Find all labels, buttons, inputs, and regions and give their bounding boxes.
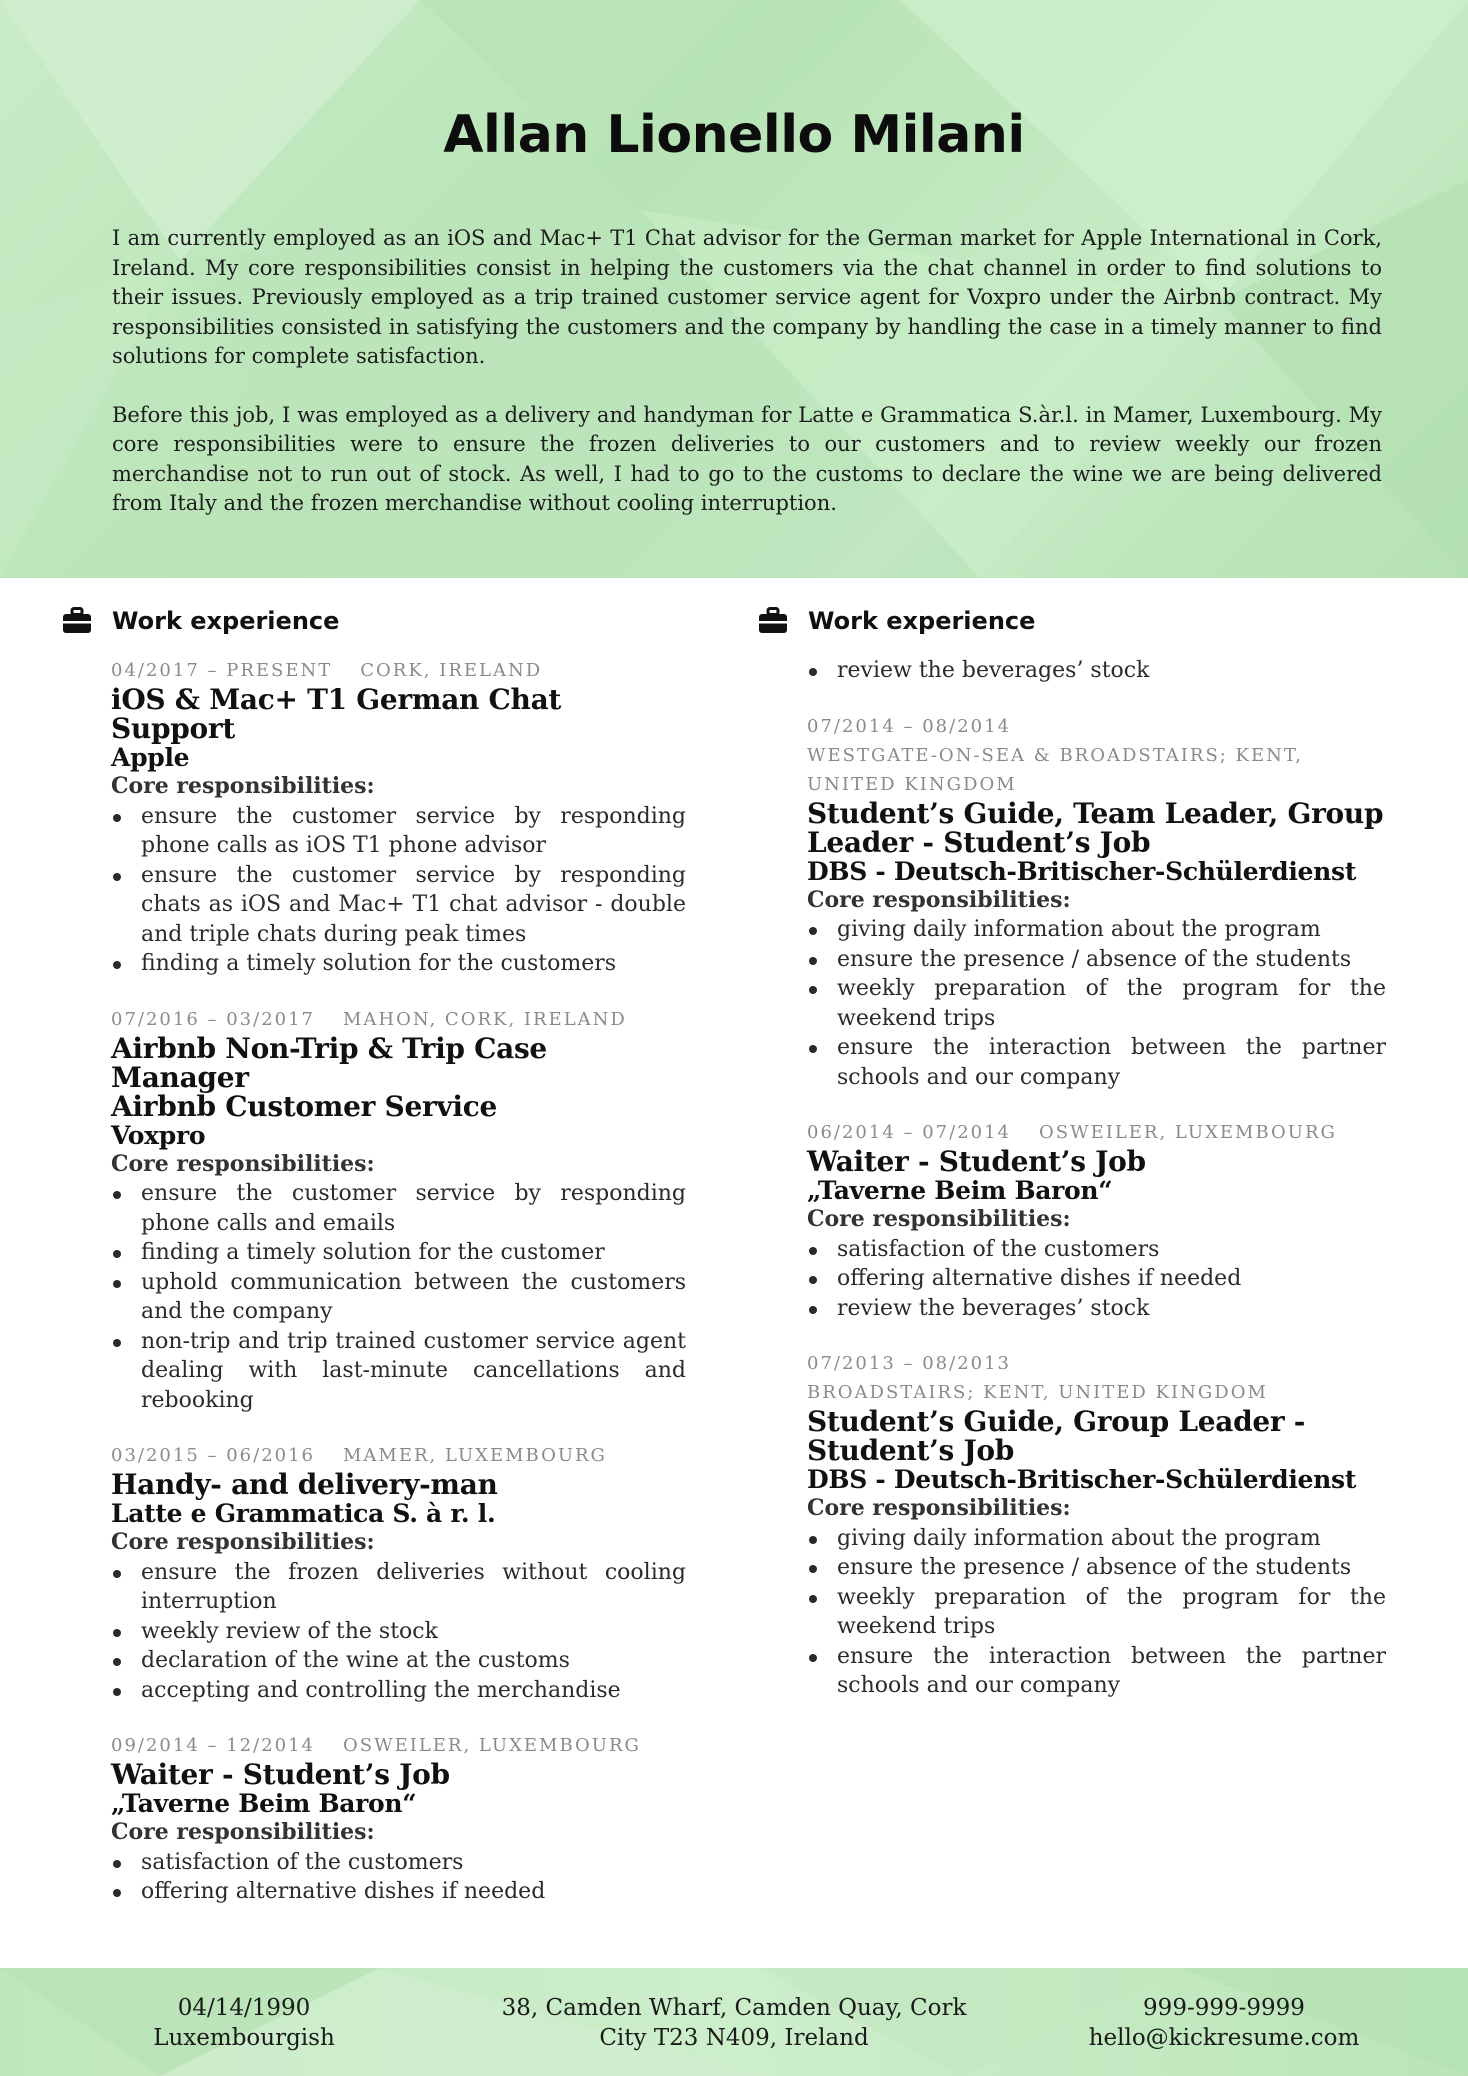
personal-info xyxy=(94,1994,394,2053)
entry-meta xyxy=(111,656,686,685)
entry-location: OSWEILER, LUXEMBOURG xyxy=(1039,1122,1337,1143)
list-item: ensure the customer service by responding phone calls and emails xyxy=(111,1179,686,1238)
core-responsibilities-label: Core responsibilities: xyxy=(807,1495,1071,1521)
list-item: finding a timely solution for the customer xyxy=(111,1238,686,1268)
entry-company: Apple xyxy=(111,743,190,772)
responsibility-list xyxy=(807,1524,1386,1701)
section-title: Work experience xyxy=(808,607,1036,635)
responsibility-list xyxy=(111,802,686,979)
section-title: Work experience xyxy=(112,607,340,635)
core-responsibilities-label: Core responsibilities: xyxy=(111,1529,375,1555)
section-header xyxy=(62,600,686,642)
list-item: ensure the presence / absence of the students xyxy=(807,1553,1386,1583)
address-line: 38, Camden Wharf, Camden Quay, Cork xyxy=(501,1995,967,2021)
entry-meta xyxy=(111,1731,686,1760)
entry-date: 03/2015 – 06/2016 xyxy=(111,1445,315,1466)
entry-location: WESTGATE-ON-SEA & BROADSTAIRS; KENT, UNITED KINGDOM xyxy=(807,744,1303,795)
entry-company: Latte e Grammatica S. à r. l. xyxy=(111,1499,496,1528)
briefcase-icon xyxy=(62,607,92,635)
list-item: accepting and controlling the merchandise xyxy=(111,1676,686,1706)
list-item: weekly preparation of the program for the weekend trips xyxy=(807,974,1386,1033)
entry-role: Airbnb Non-Trip & Trip Case Manager xyxy=(111,1031,547,1094)
experience-entry xyxy=(111,1731,686,1907)
list-item: review the beverages’ stock xyxy=(807,1294,1386,1324)
entry-location: BROADSTAIRS; KENT, UNITED KINGDOM xyxy=(807,1382,1268,1403)
list-item: giving daily information about the program xyxy=(807,915,1386,945)
list-item: ensure the interaction between the partner schools and our company xyxy=(807,1033,1386,1092)
responsibility-list xyxy=(807,656,1386,686)
list-item: ensure the interaction between the partner schools and our company xyxy=(807,1642,1386,1701)
list-item: review the beverages’ stock xyxy=(807,656,1386,686)
core-responsibilities-label: Core responsibilities: xyxy=(111,773,375,799)
list-item: offering alternative dishes if needed xyxy=(807,1264,1386,1294)
entry-date: 07/2016 – 03/2017 xyxy=(111,1008,315,1030)
list-item: giving daily information about the program xyxy=(807,1524,1386,1554)
core-responsibilities-label: Core responsibilities: xyxy=(807,886,1071,913)
entry-location: OSWEILER, LUXEMBOURG xyxy=(343,1735,641,1756)
experience-entry xyxy=(807,712,1386,1093)
briefcase-icon xyxy=(758,607,788,635)
responsibility-list xyxy=(111,1558,686,1706)
address-line: City T23 N409, Ireland xyxy=(599,2024,869,2051)
responsibility-list xyxy=(111,1848,686,1907)
entry-meta xyxy=(807,1349,1386,1407)
list-item: declaration of the wine at the customs xyxy=(111,1646,686,1676)
phone-number[interactable]: 999-999-9999 xyxy=(1143,1995,1305,2021)
email-link[interactable]: hello@kickresume.com xyxy=(1088,2024,1360,2051)
list-item: finding a timely solution for the customers xyxy=(111,949,686,979)
list-item: ensure the customer service by responding chats as iOS and Mac+ T1 chat advisor - double and triple chats during peak times xyxy=(111,861,686,950)
header-banner xyxy=(0,0,1468,578)
list-item: satisfaction of the customers xyxy=(807,1235,1386,1265)
entry-company: „Taverne Beim Baron“ xyxy=(111,1789,417,1818)
entry-date: 09/2014 – 12/2014 xyxy=(111,1735,315,1756)
nationality: Luxembourgish xyxy=(153,2024,335,2051)
entry-company: DBS - Deutsch-Britischer-Schülerdienst xyxy=(807,856,1357,886)
work-experience-list xyxy=(111,656,686,1907)
contact-info xyxy=(1064,1994,1384,2053)
entry-meta xyxy=(807,712,1386,799)
experience-entry xyxy=(111,1441,686,1705)
responsibility-list xyxy=(807,915,1386,1092)
birthdate: 04/14/1990 xyxy=(177,1995,311,2021)
list-item: satisfaction of the customers xyxy=(111,1848,686,1878)
list-item: weekly preparation of the program for the weekend trips xyxy=(807,1583,1386,1642)
address xyxy=(460,1994,1008,2053)
entry-role: Handy- and delivery-man xyxy=(111,1468,498,1501)
experience-entry-continued xyxy=(807,656,1386,686)
entry-role: Waiter - Student’s Job xyxy=(807,1145,1146,1178)
experience-entry xyxy=(111,1005,686,1416)
entry-meta xyxy=(111,1005,686,1034)
list-item: uphold communication between the customers and the company xyxy=(111,1268,686,1327)
section-header xyxy=(758,600,1386,642)
entry-date: 07/2013 – 08/2013 xyxy=(807,1353,1011,1374)
list-item: non-trip and trip trained customer service agent dealing with last-minute cancellations and rebooking xyxy=(111,1327,686,1416)
entry-location: MAMER, LUXEMBOURG xyxy=(343,1445,607,1466)
entry-meta xyxy=(807,1118,1386,1147)
entry-role: Waiter - Student’s Job xyxy=(111,1758,450,1791)
candidate-name: Allan Lionello Milani xyxy=(443,105,1025,165)
core-responsibilities-label: Core responsibilities: xyxy=(807,1206,1071,1232)
list-item: offering alternative dishes if needed xyxy=(111,1877,686,1907)
entry-location: CORK, IRELAND xyxy=(360,660,543,681)
contact-footer xyxy=(0,1968,1468,2076)
responsibility-list xyxy=(807,1235,1386,1324)
entry-meta xyxy=(111,1441,686,1470)
list-item: ensure the customer service by responding phone calls as iOS T1 phone advisor xyxy=(111,802,686,861)
entry-role: iOS & Mac+ T1 German Chat Support xyxy=(111,683,562,745)
list-item: weekly review of the stock xyxy=(111,1617,686,1647)
entry-date: 04/2017 – PRESENT xyxy=(111,660,333,681)
experience-entry xyxy=(807,1118,1386,1323)
core-responsibilities-label: Core responsibilities: xyxy=(111,1819,375,1845)
summary-paragraph: Before this job, I was employed as a delivery and handyman for Latte e Grammatica S.àr.l. in Mamer, Luxembourg. My core responsibilities were to ensure the frozen deliveries to our customers and to review weekly our frozen merchandise not to run out of stock. As well, I had to go to the customs to declare the wine we are being delivered from Italy and the frozen merchandise without cooling interruption. xyxy=(112,402,1382,515)
right-column xyxy=(758,600,1386,1727)
left-column xyxy=(62,600,686,1933)
entry-date: 07/2014 – 08/2014 xyxy=(807,715,1011,737)
entry-role-secondary: Airbnb Customer Service xyxy=(111,1089,497,1123)
work-experience-list xyxy=(807,656,1386,1701)
core-responsibilities-label: Core responsibilities: xyxy=(111,1150,375,1177)
entry-role: Student’s Guide, Team Leader, Group Leader - Student’s Job xyxy=(807,796,1384,859)
entry-location: MAHON, CORK, IRELAND xyxy=(343,1008,627,1030)
experience-entry xyxy=(807,1349,1386,1701)
entry-company: Voxpro xyxy=(111,1120,206,1150)
entry-role: Student’s Guide, Group Leader - Student’s Job xyxy=(807,1405,1306,1467)
entry-company: „Taverne Beim Baron“ xyxy=(807,1176,1113,1205)
entry-date: 06/2014 – 07/2014 xyxy=(807,1122,1011,1143)
experience-entry xyxy=(111,656,686,979)
profile-summary xyxy=(112,224,1382,548)
list-item: ensure the frozen deliveries without cooling interruption xyxy=(111,1558,686,1617)
responsibility-list xyxy=(111,1179,686,1415)
list-item: ensure the presence / absence of the students xyxy=(807,945,1386,975)
entry-company: DBS - Deutsch-Britischer-Schülerdienst xyxy=(807,1465,1357,1494)
summary-paragraph: I am currently employed as an iOS and Mac+ T1 Chat advisor for the German market for Apple International in Cork, Ireland. My core responsibilities consist in helping the customers via the chat channel in order to find solutions to their issues. Previously employed as a trip trained customer service agent for Voxpro under the Airbnb contract. My responsibilities consisted in satisfying the customers and the company by handling the case in a timely manner to find solutions for complete satisfaction. xyxy=(112,226,1382,368)
